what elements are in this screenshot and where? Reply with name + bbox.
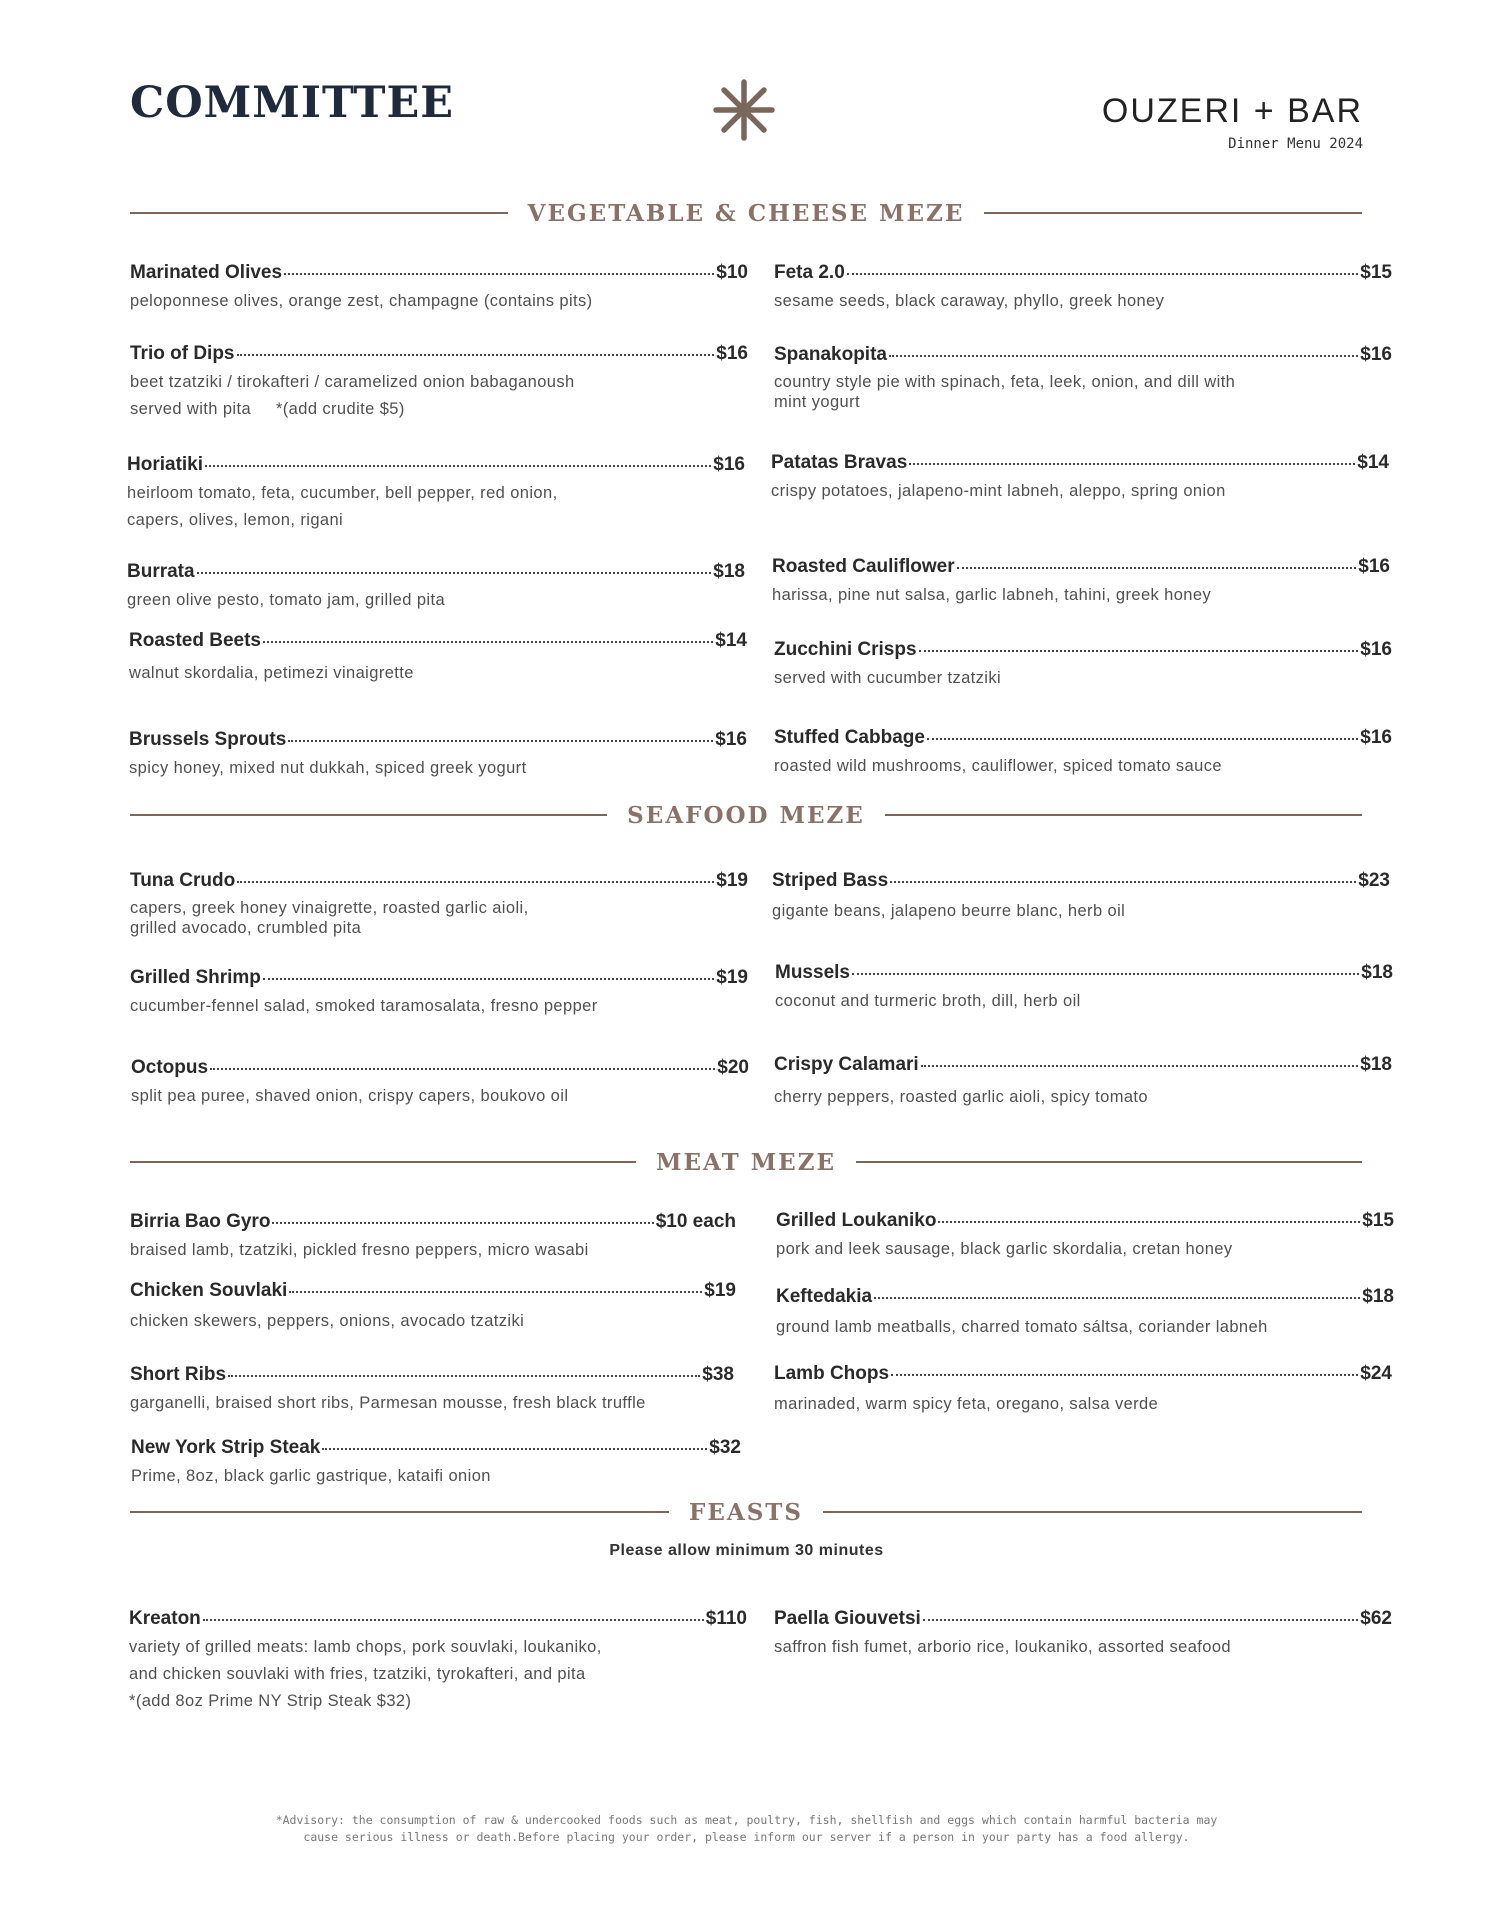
- item-description: country style pie with spinach, feta, leek, onion, and dill with: [774, 373, 1236, 391]
- item-description: chicken skewers, peppers, onions, avocado tzatziki: [130, 1312, 525, 1330]
- item-name: Paella Giouvetsi: [774, 1608, 921, 1629]
- dot-leader: [957, 566, 1357, 569]
- item-name: Striped Bass: [772, 870, 889, 891]
- menu-item: [127, 561, 745, 614]
- item-description: split pea puree, shaved onion, crispy capers, boukovo oil: [131, 1087, 569, 1105]
- menu-item: [776, 1210, 1394, 1263]
- item-price: $16: [1360, 727, 1392, 748]
- section-header-meat: [130, 1145, 1362, 1179]
- menu-item: [130, 1211, 736, 1264]
- item-name: Trio of Dips: [130, 343, 235, 364]
- item-price: $16: [1360, 344, 1392, 365]
- item-description: pork and leek sausage, black garlic skordalia, cretan honey: [776, 1240, 1233, 1258]
- dot-leader: [938, 1220, 1360, 1223]
- item-name: Lamb Chops: [774, 1363, 890, 1384]
- divider: [823, 1511, 1362, 1513]
- item-name: New York Strip Steak: [131, 1437, 321, 1458]
- allergy-advisory: [0, 1812, 1493, 1846]
- divider: [130, 814, 607, 816]
- item-price: $18: [713, 561, 745, 582]
- item-description: marinaded, warm spicy feta, oregano, salsa verde: [774, 1395, 1159, 1413]
- item-description: green olive pesto, tomato jam, grilled pita: [127, 591, 446, 609]
- item-description: cucumber-fennel salad, smoked taramosalata, fresno pepper: [130, 997, 598, 1015]
- item-price: $38: [702, 1364, 734, 1385]
- item-description: coconut and turmeric broth, dill, herb oil: [775, 992, 1081, 1010]
- menu-item: [772, 870, 1390, 925]
- item-name: Birria Bao Gyro: [130, 1211, 271, 1232]
- item-description: sesame seeds, black caraway, phyllo, greek honey: [774, 292, 1165, 310]
- dot-leader: [847, 272, 1359, 275]
- dot-leader: [874, 1296, 1360, 1299]
- divider: [130, 212, 508, 214]
- restaurant-name: COMMITTEE: [130, 78, 455, 128]
- dot-leader: [909, 462, 1355, 465]
- item-description: capers, olives, lemon, rigani: [127, 511, 344, 529]
- menu-item: [129, 630, 747, 687]
- item-name: Burrata: [127, 561, 195, 582]
- dot-leader: [263, 640, 713, 643]
- item-price: $62: [1360, 1608, 1392, 1629]
- item-price: $10 each: [655, 1211, 736, 1232]
- feasts-note: Please allow minimum 30 minutes: [609, 1542, 884, 1559]
- item-price: $19: [704, 1280, 736, 1301]
- item-name: Marinated Olives: [130, 262, 283, 283]
- item-description: grilled avocado, crumbled pita: [130, 919, 362, 937]
- divider: [130, 1161, 636, 1163]
- item-name: Chicken Souvlaki: [130, 1280, 288, 1301]
- item-description: *(add 8oz Prime NY Strip Steak $32): [129, 1692, 412, 1710]
- item-description: gigante beans, jalapeno beurre blanc, herb oil: [772, 902, 1126, 920]
- section-title: FEASTS: [688, 1498, 804, 1526]
- menu-item: [130, 1280, 736, 1335]
- divider: [885, 814, 1362, 816]
- section-title: VEGETABLE & CHEESE MEZE: [527, 199, 965, 227]
- item-name: Horiatiki: [127, 454, 204, 475]
- item-price: $16: [1360, 639, 1392, 660]
- menu-item: [774, 262, 1392, 315]
- divider: [130, 1511, 669, 1513]
- item-description: harissa, pine nut salsa, garlic labneh, tahini, greek honey: [772, 586, 1212, 604]
- item-description: spicy honey, mixed nut dukkah, spiced greek yogurt: [129, 759, 527, 777]
- dot-leader: [210, 1067, 715, 1070]
- item-price: $19: [716, 967, 748, 988]
- dot-leader: [322, 1447, 707, 1450]
- item-name: Keftedakia: [776, 1286, 873, 1307]
- advisory-line: *Advisory: the consumption of raw & undercooked foods such as meat, poultry, fish, shellfish and eggs which contain harmful bacteria may: [275, 1813, 1218, 1827]
- menu-item: [129, 1608, 747, 1715]
- divider: [984, 212, 1362, 214]
- section-title: SEAFOOD MEZE: [627, 801, 865, 829]
- dot-leader: [272, 1221, 653, 1224]
- dot-leader: [852, 972, 1359, 975]
- dot-leader: [263, 977, 714, 980]
- item-name: Mussels: [775, 962, 850, 983]
- item-description: roasted wild mushrooms, cauliflower, spiced tomato sauce: [774, 757, 1222, 775]
- menu-item: [771, 452, 1389, 505]
- menu-item: [774, 1363, 1392, 1418]
- menu-item: [774, 1054, 1392, 1111]
- dot-leader: [205, 464, 711, 467]
- dot-leader: [921, 1064, 1359, 1067]
- item-description: Prime, 8oz, black garlic gastrique, kataifi onion: [131, 1467, 491, 1485]
- item-price: $32: [709, 1437, 741, 1458]
- item-description: beet tzatziki / tirokafteri / caramelized onion babaganoush: [130, 373, 575, 391]
- menu-item: [772, 556, 1390, 609]
- menu-edition: Dinner Menu 2024: [1228, 136, 1363, 152]
- dot-leader: [197, 571, 712, 574]
- item-name: Zucchini Crisps: [774, 639, 917, 660]
- item-description: crispy potatoes, jalapeno-mint labneh, aleppo, spring onion: [771, 482, 1226, 500]
- item-name: Crispy Calamari: [774, 1054, 919, 1075]
- item-description: braised lamb, tzatziki, pickled fresno peppers, micro wasabi: [130, 1241, 589, 1259]
- item-name: Roasted Cauliflower: [772, 556, 955, 577]
- item-price: $15: [1360, 262, 1392, 283]
- dot-leader: [919, 649, 1359, 652]
- dot-leader: [288, 739, 713, 742]
- item-description: garganelli, braised short ribs, Parmesan mousse, fresh black truffle: [130, 1394, 646, 1412]
- item-price: $10: [716, 262, 748, 283]
- dot-leader: [927, 737, 1358, 740]
- item-description: mint yogurt: [774, 393, 861, 411]
- menu-item: [129, 729, 747, 782]
- menu-item: [774, 1608, 1392, 1661]
- menu-item: [774, 639, 1392, 692]
- item-price: $16: [1358, 556, 1390, 577]
- item-description: walnut skordalia, petimezi vinaigrette: [129, 664, 414, 682]
- menu-item: [130, 967, 748, 1020]
- dot-leader: [923, 1618, 1359, 1621]
- item-description: peloponnese olives, orange zest, champagne (contains pits): [130, 292, 593, 310]
- menu-item: [127, 454, 745, 534]
- item-price: $110: [705, 1608, 747, 1629]
- item-description: served with cucumber tzatziki: [774, 669, 1002, 687]
- item-description: and chicken souvlaki with fries, tzatziki, tyrokafteri, and pita: [129, 1665, 586, 1683]
- advisory-line: cause serious illness or death.Before placing your order, please inform our server if a person in your party has a food allergy.: [303, 1830, 1190, 1844]
- item-price: $19: [716, 870, 748, 891]
- dot-leader: [891, 1373, 1358, 1376]
- section-header-vegetable: [130, 196, 1362, 230]
- item-price: $24: [1360, 1363, 1392, 1384]
- item-description: variety of grilled meats: lamb chops, pork souvlaki, loukaniko,: [129, 1638, 602, 1656]
- menu-item: [130, 343, 748, 423]
- dot-leader: [284, 272, 714, 275]
- item-description: ground lamb meatballs, charred tomato sáltsa, coriander labneh: [776, 1318, 1268, 1336]
- dot-leader: [237, 880, 714, 883]
- dot-leader: [228, 1374, 700, 1377]
- dot-leader: [203, 1618, 704, 1621]
- menu-item: [130, 870, 748, 938]
- menu-item: [774, 344, 1392, 412]
- item-price: $16: [713, 454, 745, 475]
- item-name: Roasted Beets: [129, 630, 261, 651]
- dot-leader: [289, 1290, 702, 1293]
- item-price: $15: [1362, 1210, 1394, 1231]
- menu-item: [775, 962, 1393, 1015]
- item-name: Feta 2.0: [774, 262, 845, 283]
- menu-item: [130, 262, 748, 315]
- item-price: $23: [1358, 870, 1390, 891]
- item-name: Patatas Bravas: [771, 452, 908, 473]
- section-header-seafood: [130, 798, 1362, 832]
- dot-leader: [889, 354, 1358, 357]
- item-name: Tuna Crudo: [130, 870, 236, 891]
- item-name: Stuffed Cabbage: [774, 727, 925, 748]
- item-name: Kreaton: [129, 1608, 201, 1629]
- menu-item: [774, 727, 1392, 780]
- menu-item: [130, 1364, 734, 1417]
- item-name: Grilled Loukaniko: [776, 1210, 937, 1231]
- menu-item: [131, 1437, 741, 1490]
- asterisk-icon: [712, 78, 776, 142]
- dot-leader: [237, 353, 715, 356]
- section-header-feasts: [130, 1495, 1362, 1529]
- item-price: $14: [1357, 452, 1389, 473]
- menu-item: [776, 1286, 1394, 1341]
- item-description: served with pita *(add crudite $5): [130, 400, 405, 418]
- item-price: $18: [1361, 962, 1393, 983]
- item-price: $18: [1360, 1054, 1392, 1075]
- item-name: Short Ribs: [130, 1364, 227, 1385]
- section-title: MEAT MEZE: [656, 1148, 837, 1176]
- item-description: heirloom tomato, feta, cucumber, bell pepper, red onion,: [127, 484, 558, 502]
- item-name: Grilled Shrimp: [130, 967, 261, 988]
- item-price: $18: [1362, 1286, 1394, 1307]
- menu-item: [131, 1057, 749, 1110]
- item-name: Brussels Sprouts: [129, 729, 287, 750]
- item-description: capers, greek honey vinaigrette, roasted garlic aioli,: [130, 899, 529, 917]
- item-name: Spanakopita: [774, 344, 887, 365]
- item-description: saffron fish fumet, arborio rice, loukaniko, assorted seafood: [774, 1638, 1231, 1656]
- item-price: $14: [715, 630, 747, 651]
- item-price: $16: [716, 343, 748, 364]
- item-name: Octopus: [131, 1057, 209, 1078]
- divider: [856, 1161, 1362, 1163]
- item-price: $20: [717, 1057, 749, 1078]
- restaurant-subtitle: OUZERI + BAR: [1101, 92, 1363, 130]
- item-price: $16: [715, 729, 747, 750]
- item-description: cherry peppers, roasted garlic aioli, spicy tomato: [774, 1088, 1148, 1106]
- dot-leader: [890, 880, 1356, 883]
